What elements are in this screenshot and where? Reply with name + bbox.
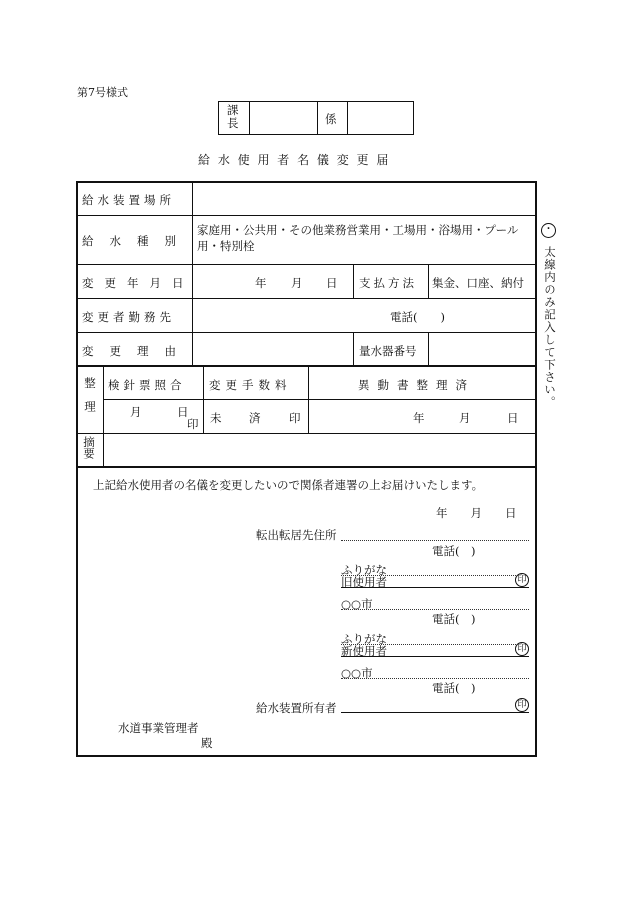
fee-seal: 印 <box>289 411 301 425</box>
old-user-furigana: ふりがな <box>341 563 387 577</box>
meter-number-field[interactable] <box>429 333 535 365</box>
fee-label: 変更手数料 <box>209 378 292 392</box>
declaration-statement: 上記給水使用者の名儀を変更したいので関係者連署の上お届けいたします。 <box>93 478 484 492</box>
transfer-label: 異動書整理済 <box>358 378 475 392</box>
old-user-city: ○○市 <box>341 597 373 611</box>
label-change-date: 変更年月日 <box>82 276 195 290</box>
payment-options[interactable]: 集金、口座、納付 <box>432 276 524 290</box>
old-city-line[interactable] <box>341 609 529 610</box>
kakari-label: 係 <box>325 112 337 126</box>
office-month: 月 <box>130 405 142 419</box>
declaration-date[interactable]: 年 月 日 <box>436 506 517 520</box>
office-seal: 印 <box>187 417 199 431</box>
address-label: 転出転居先住所 <box>256 528 337 542</box>
label-payment: 支払方法 <box>359 276 417 290</box>
label-location: 給水装置場所 <box>82 193 175 207</box>
side-note: 太線内のみ記入して下さい。 <box>543 246 557 409</box>
remarks-field[interactable] <box>104 434 535 466</box>
transfer-day: 日 <box>507 411 519 425</box>
office-day: 日 <box>177 405 189 419</box>
change-date-day[interactable]: 日 <box>326 276 338 290</box>
new-city-line[interactable] <box>341 678 529 679</box>
reason-field[interactable] <box>193 333 353 365</box>
water-type-options[interactable]: 家庭用・公共用・その他業務営業用・工場用・浴場用・プール用・特別栓 <box>197 223 519 253</box>
fee-paid: 済 <box>249 411 261 425</box>
new-user-city: ○○市 <box>341 666 373 680</box>
owner-line[interactable] <box>341 712 529 713</box>
old-user-phone[interactable]: 電話( ) <box>432 612 476 626</box>
old-user-line[interactable] <box>341 587 529 588</box>
side-mark-icon: ・ <box>541 223 556 238</box>
change-date-month[interactable]: 月 <box>291 276 303 290</box>
label-water-type: 給水種別 <box>82 234 192 248</box>
old-user-seal: 印 <box>515 573 529 587</box>
transfer-month: 月 <box>459 411 471 425</box>
change-date-year[interactable]: 年 <box>255 276 267 290</box>
kakari-stamp-field[interactable] <box>348 102 414 134</box>
address-phone[interactable]: 電話( ) <box>432 544 476 558</box>
transfer-year: 年 <box>413 411 425 425</box>
fee-unpaid: 未 <box>210 411 222 425</box>
form-number: 第7号様式 <box>77 86 128 99</box>
main-form <box>76 181 537 757</box>
kacho-label: 課 長 <box>227 103 239 130</box>
new-user-label: 新使用者 <box>341 644 387 658</box>
kacho-stamp-field[interactable] <box>250 102 317 134</box>
label-office: 整理 <box>83 377 97 424</box>
new-user-line[interactable] <box>341 656 529 657</box>
workplace-phone[interactable]: 電話( ) <box>390 310 445 324</box>
label-workplace: 変更者勤務先 <box>82 310 175 324</box>
label-meter-number: 量水器番号 <box>359 344 417 358</box>
label-reason: 変更理由 <box>82 344 192 358</box>
page-title: 給 水 使 用 者 名 儀 変 更 届 <box>198 153 391 167</box>
new-user-phone[interactable]: 電話( ) <box>432 681 476 695</box>
label-remarks: 摘要 <box>82 436 96 459</box>
addressee: 水道事業管理者 <box>118 721 199 735</box>
address-line[interactable] <box>341 540 529 541</box>
addressee-dono: 殿 <box>201 736 213 750</box>
new-user-seal: 印 <box>515 642 529 656</box>
meter-check-label: 検針票照合 <box>108 378 186 392</box>
approval-box <box>218 101 414 135</box>
old-user-label: 旧使用者 <box>341 575 387 589</box>
owner-label: 給水装置所有者 <box>256 701 337 715</box>
location-field[interactable] <box>193 183 535 215</box>
new-user-furigana: ふりがな <box>341 632 387 646</box>
owner-seal: 印 <box>515 698 529 712</box>
